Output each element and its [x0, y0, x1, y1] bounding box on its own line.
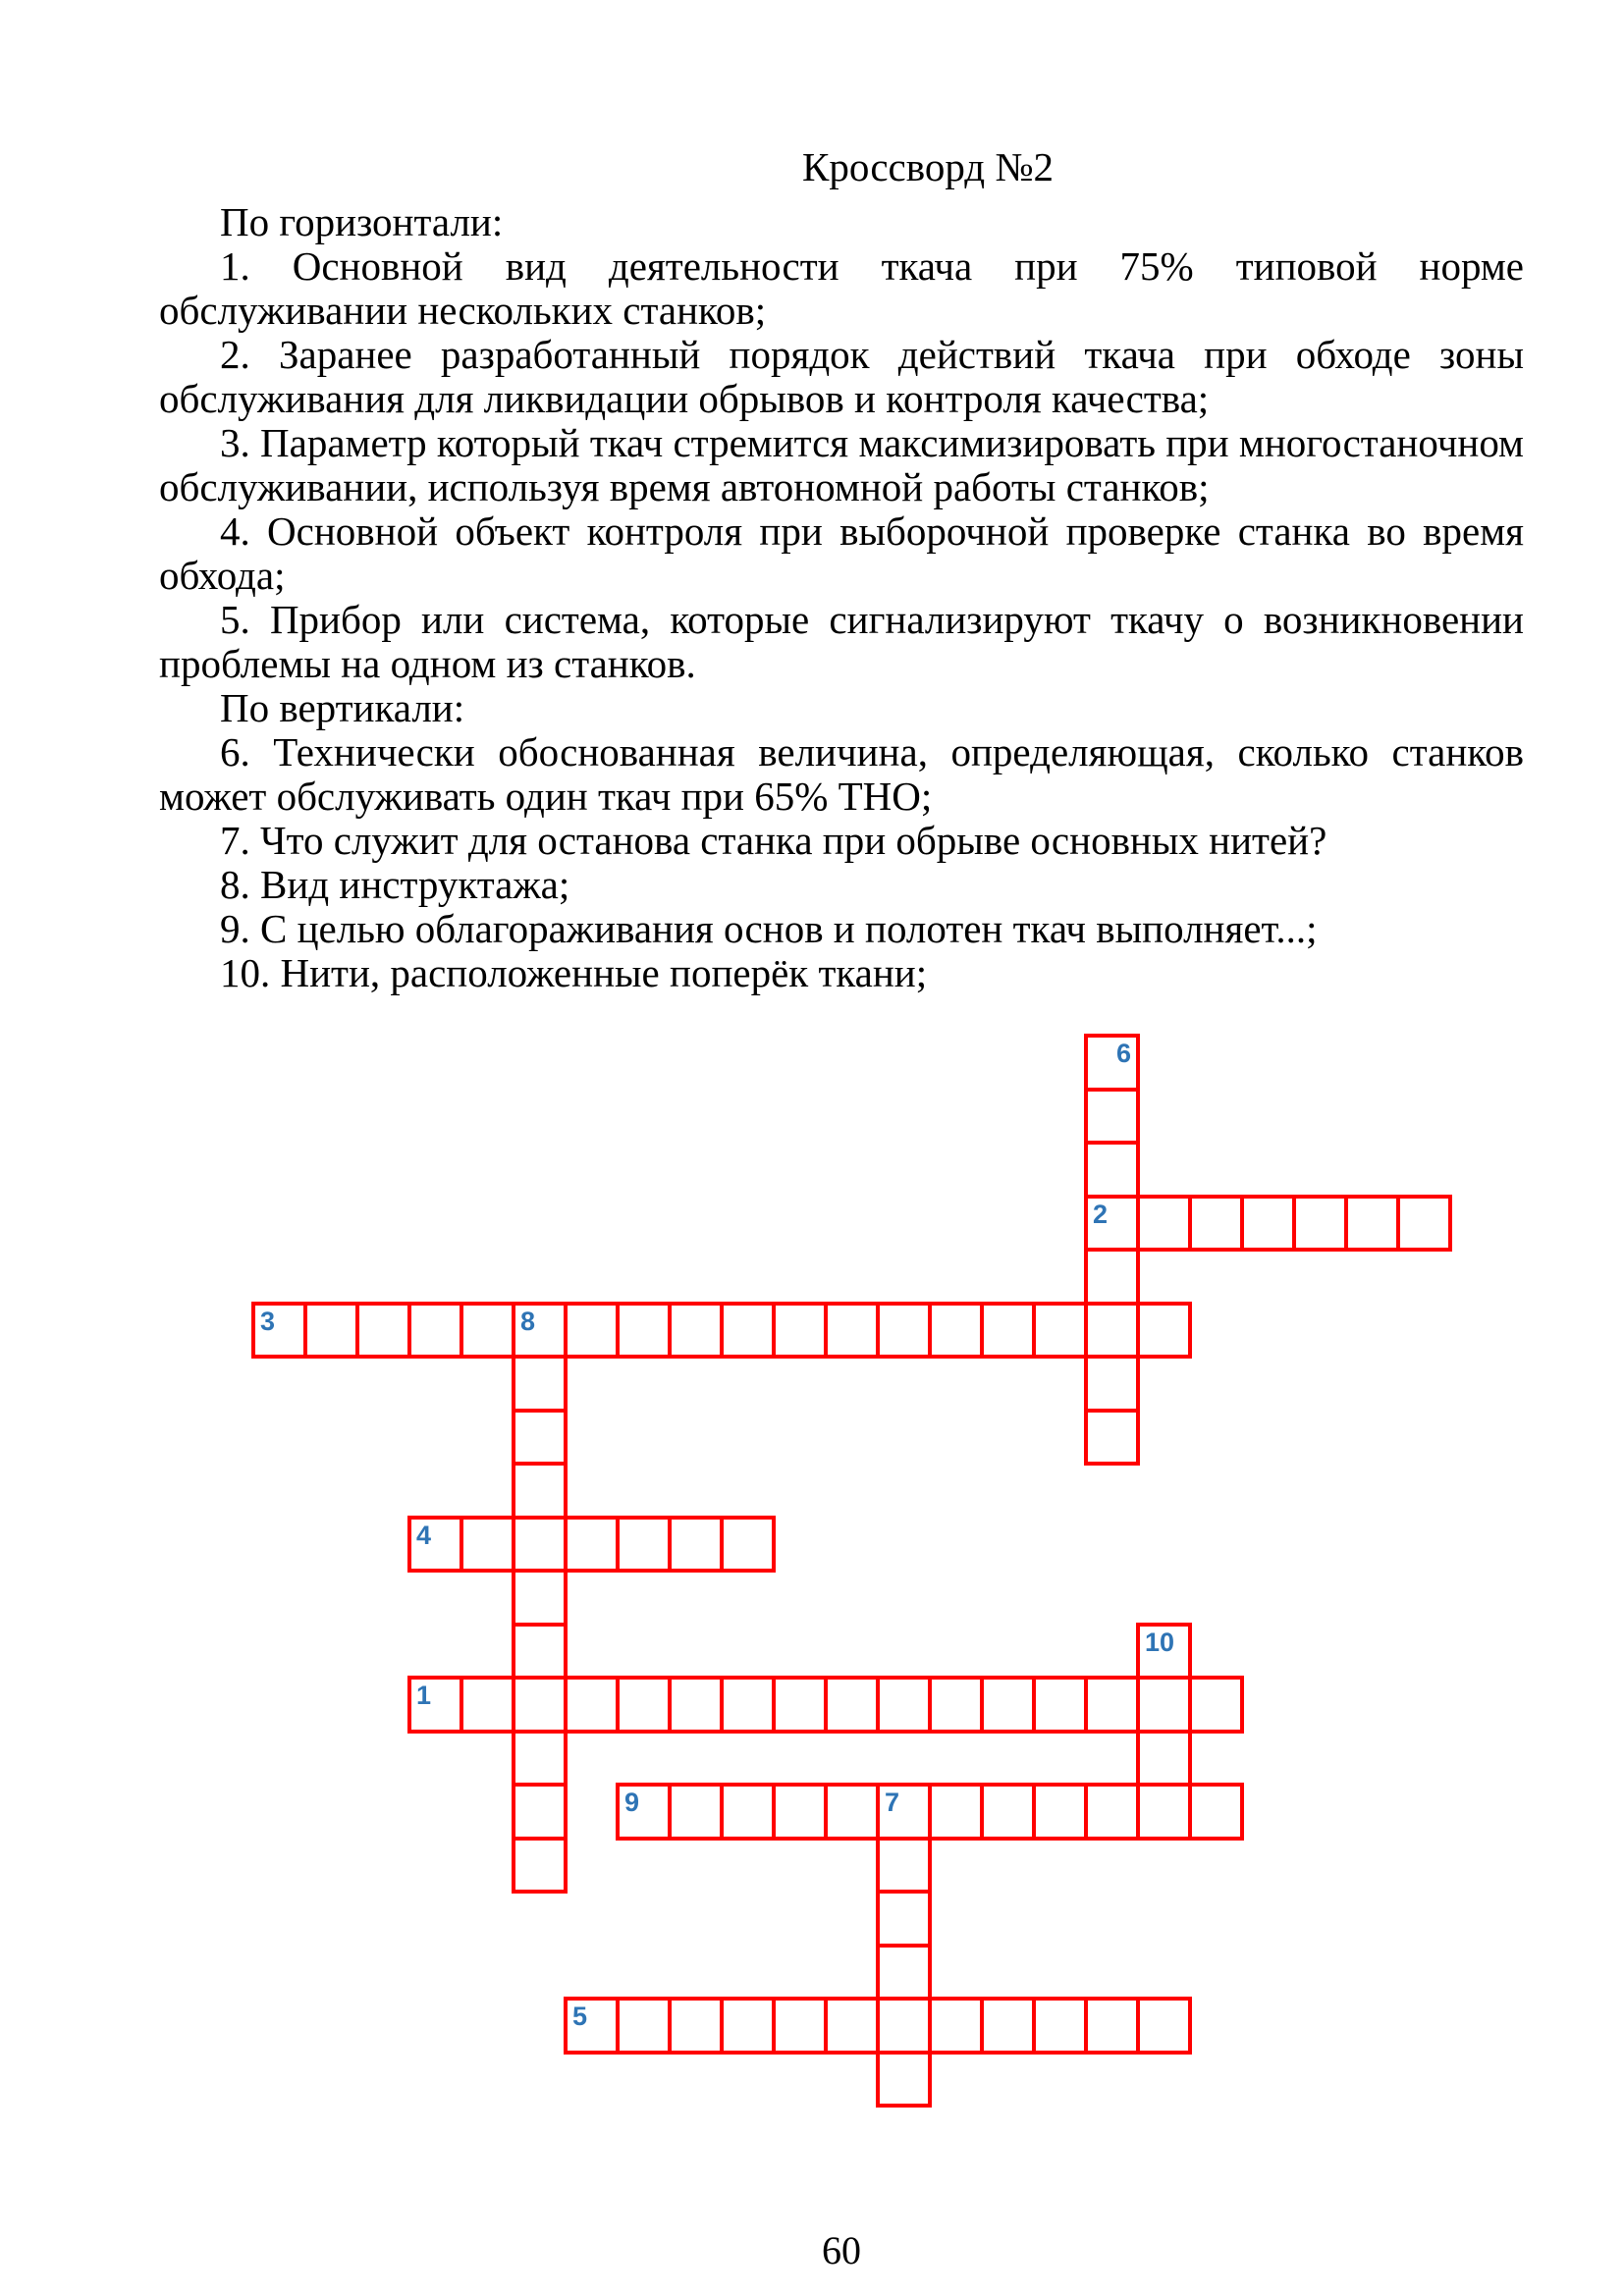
grid-cell	[876, 1837, 932, 1895]
grid-cell	[876, 1783, 932, 1841]
grid-cell	[1396, 1195, 1452, 1253]
grid-cell	[720, 1516, 776, 1574]
clue-down-7: 7. Что служит для останова станка при обрыве основных нитей?	[220, 818, 1327, 863]
grid-cell	[512, 1783, 568, 1841]
grid-cell	[512, 1302, 568, 1360]
grid-cell	[980, 1676, 1036, 1734]
grid-cell	[1136, 1623, 1192, 1681]
grid-cell	[1032, 1997, 1088, 2055]
cell-number: 3	[260, 1306, 276, 1336]
cell-number: 8	[520, 1306, 536, 1336]
grid-cell	[1084, 1409, 1140, 1467]
grid-cell	[1084, 1783, 1140, 1841]
cell-number: 9	[624, 1788, 640, 1817]
grid-cell	[1084, 1355, 1140, 1413]
grid-cell	[1084, 1997, 1140, 2055]
grid-cell	[512, 1730, 568, 1788]
grid-cell	[1292, 1195, 1348, 1253]
grid-cell	[824, 1302, 880, 1360]
grid-cell	[928, 1997, 984, 2055]
grid-cell	[1188, 1195, 1244, 1253]
grid-cell	[460, 1676, 515, 1734]
grid-cell	[1084, 1676, 1140, 1734]
grid-cell	[876, 1302, 932, 1360]
grid-cell	[772, 1997, 828, 2055]
grid-cell	[407, 1676, 463, 1734]
grid-cell	[1136, 1195, 1192, 1253]
grid-cell	[980, 1783, 1036, 1841]
grid-cell	[980, 1997, 1036, 2055]
grid-cell	[1084, 1088, 1140, 1146]
clue-across-2: 2. Заранее разработанный порядок действий ткача при обходе зоны обслуживания для ликвидации обрывов и контроля качества;	[159, 332, 1524, 421]
grid-cell	[1084, 1141, 1140, 1199]
grid-cell	[1344, 1195, 1400, 1253]
page-title: Кроссворд №2	[801, 144, 1055, 189]
grid-cell	[1136, 1676, 1192, 1734]
grid-cell	[564, 1516, 620, 1574]
grid-cell	[824, 1783, 880, 1841]
grid-cell	[616, 1783, 672, 1841]
grid-cell	[1084, 1302, 1140, 1360]
section-heading-down: По вертикали:	[220, 685, 465, 730]
page-number: 60	[822, 2228, 861, 2272]
cell-number: 1	[416, 1681, 432, 1710]
cell-number: 10	[1145, 1627, 1175, 1657]
grid-cell	[1136, 1783, 1192, 1841]
clue-down-10: 10. Нити, расположенные поперёк ткани;	[220, 950, 928, 995]
grid-cell	[980, 1302, 1036, 1360]
grid-cell	[407, 1516, 463, 1574]
grid-cell	[876, 1997, 932, 2055]
grid-cell	[720, 1676, 776, 1734]
grid-cell	[1188, 1783, 1244, 1841]
clue-across-1: 1. Основной вид деятельности ткача при 75% типовой норме обслуживании нескольких станков;	[159, 243, 1524, 333]
grid-cell	[303, 1302, 359, 1360]
grid-cell	[928, 1783, 984, 1841]
grid-cell	[1136, 1730, 1192, 1788]
grid-cell	[1188, 1676, 1244, 1734]
clue-down-8: 8. Вид инструктажа;	[220, 862, 570, 907]
grid-cell	[616, 1516, 672, 1574]
grid-cell	[564, 1997, 620, 2055]
grid-cell	[512, 1409, 568, 1467]
grid-cell	[876, 1944, 932, 2002]
grid-cell	[876, 2051, 932, 2109]
cell-number: 2	[1093, 1199, 1109, 1229]
grid-cell	[616, 1302, 672, 1360]
grid-cell	[512, 1569, 568, 1627]
grid-cell	[668, 1997, 724, 2055]
cell-number: 6	[1115, 1039, 1131, 1068]
grid-cell	[1084, 1195, 1140, 1253]
grid-cell	[355, 1302, 411, 1360]
grid-cell	[512, 1623, 568, 1681]
grid-cell	[616, 1997, 672, 2055]
cell-number: 7	[885, 1788, 900, 1817]
grid-cell	[720, 1783, 776, 1841]
grid-cell	[251, 1302, 307, 1360]
clue-down-6: 6. Технически обоснованная величина, определяющая, сколько станков может обслуживать один ткач при 65% ТНО;	[159, 729, 1524, 819]
grid-cell	[512, 1462, 568, 1520]
grid-cell	[564, 1676, 620, 1734]
grid-cell	[512, 1516, 568, 1574]
grid-cell	[668, 1302, 724, 1360]
grid-cell	[512, 1676, 568, 1734]
grid-cell	[1240, 1195, 1296, 1253]
cell-number: 4	[416, 1520, 432, 1550]
grid-cell	[772, 1783, 828, 1841]
grid-cell	[512, 1837, 568, 1895]
grid-cell	[1084, 1034, 1140, 1092]
clue-across-4: 4. Основной объект контроля при выборочной проверке станка во время обхода;	[159, 508, 1524, 598]
grid-cell	[772, 1676, 828, 1734]
grid-cell	[1136, 1302, 1192, 1360]
grid-cell	[1032, 1676, 1088, 1734]
grid-cell	[928, 1302, 984, 1360]
clue-down-9: 9. С целью облагораживания основ и полотен ткач выполняет...;	[220, 906, 1318, 951]
grid-cell	[928, 1676, 984, 1734]
grid-cell	[668, 1676, 724, 1734]
grid-cell	[668, 1783, 724, 1841]
clue-across-3: 3. Параметр который ткач стремится максимизировать при многостаночном обслуживании, используя время автономной работы станков;	[159, 420, 1524, 509]
grid-cell	[720, 1302, 776, 1360]
grid-cell	[407, 1302, 463, 1360]
grid-cell	[668, 1516, 724, 1574]
grid-cell	[460, 1302, 515, 1360]
grid-cell	[772, 1302, 828, 1360]
grid-cell	[1084, 1248, 1140, 1306]
grid-cell	[1032, 1302, 1088, 1360]
cell-number: 5	[572, 2002, 588, 2031]
grid-cell	[824, 1997, 880, 2055]
section-heading-across: По горизонтали:	[220, 199, 504, 244]
grid-cell	[1032, 1783, 1088, 1841]
clue-across-5: 5. Прибор или система, которые сигнализируют ткачу о возникновении проблемы на одном из станков.	[159, 597, 1524, 686]
grid-cell	[1136, 1997, 1192, 2055]
grid-cell	[876, 1676, 932, 1734]
grid-cell	[876, 1890, 932, 1948]
grid-cell	[824, 1676, 880, 1734]
grid-cell	[720, 1997, 776, 2055]
grid-cell	[564, 1302, 620, 1360]
grid-cell	[460, 1516, 515, 1574]
grid-cell	[616, 1676, 672, 1734]
grid-cell	[512, 1355, 568, 1413]
